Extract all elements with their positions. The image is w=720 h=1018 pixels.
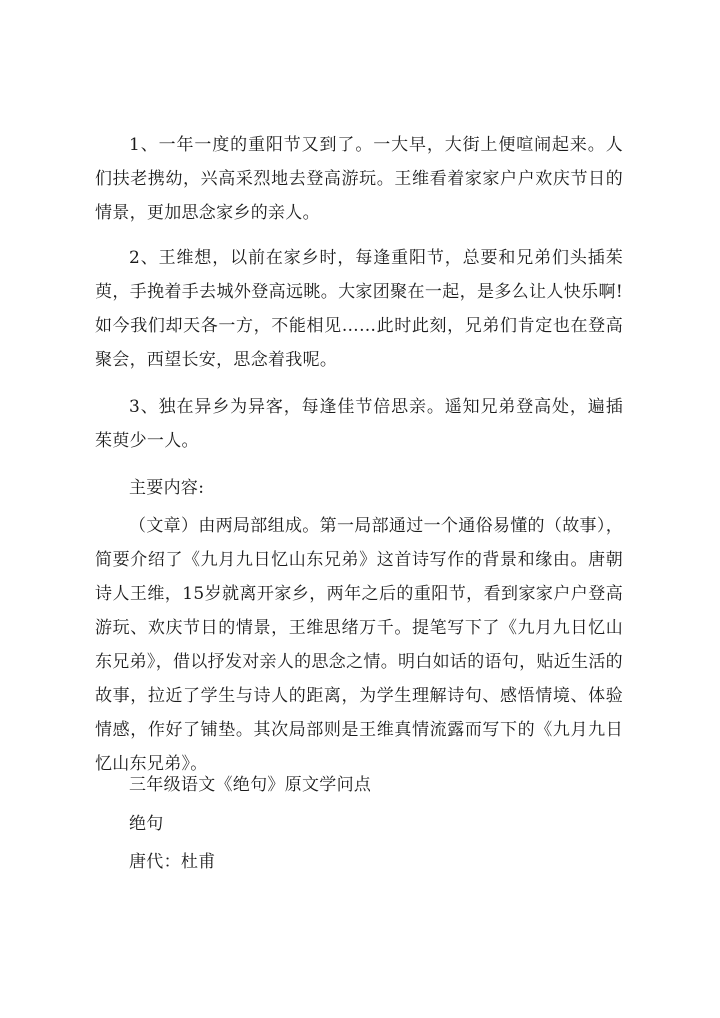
summary-paragraph: （文章）由两局部组成。第一局部通过一个通俗易懂的（故事），简要介绍了《九月九日忆山东兄弟》这首诗写作的背景和缘由。唐朝诗人王维，15岁就离开家乡，两年之后的重阳节，看到家家户户登高游玩、欢庆节日的情景，王维思绪万千。提笔写下了《九月九日忆山东兄弟》，借以抒发对亲人的思念之情。明白如话的语句，贴近生活的故事，拉近了学生与诗人的距离，为学生理解诗句、感悟情境、体验情感，作好了铺垫。其次局部则是王维真情流露而写下的《九月九日忆山东兄弟》。 [95, 516, 623, 774]
poem-author: 唐代：杜甫 [129, 852, 216, 872]
paragraph-2: 2、王维想，以前在家乡时，每逢重阳节，总要和兄弟们头插茱萸，手挽着手去城外登高远眺。大家团聚在一起，是多么让人快乐啊!如今我们却天各一方，不能相见……此时此刻，兄弟们肯定也在登高聚会，西望长安，思念着我呢。 [95, 248, 623, 370]
section-title: 三年级语文《绝句》原文学问点 [129, 775, 372, 795]
paragraph-1: 1、一年一度的重阳节又到了。一大早，大街上便喧闹起来。人们扶老携幼，兴高采烈地去登高游玩。王维看着家家户户欢庆节日的情景，更加思念家乡的亲人。 [95, 135, 623, 223]
summary-heading: 主要内容: [129, 478, 205, 498]
poem-title: 绝句 [129, 814, 164, 834]
paragraph-3: 3、独在异乡为异客，每逢佳节倍思亲。遥知兄弟登高处，遍插茱萸少一人。 [95, 397, 623, 451]
